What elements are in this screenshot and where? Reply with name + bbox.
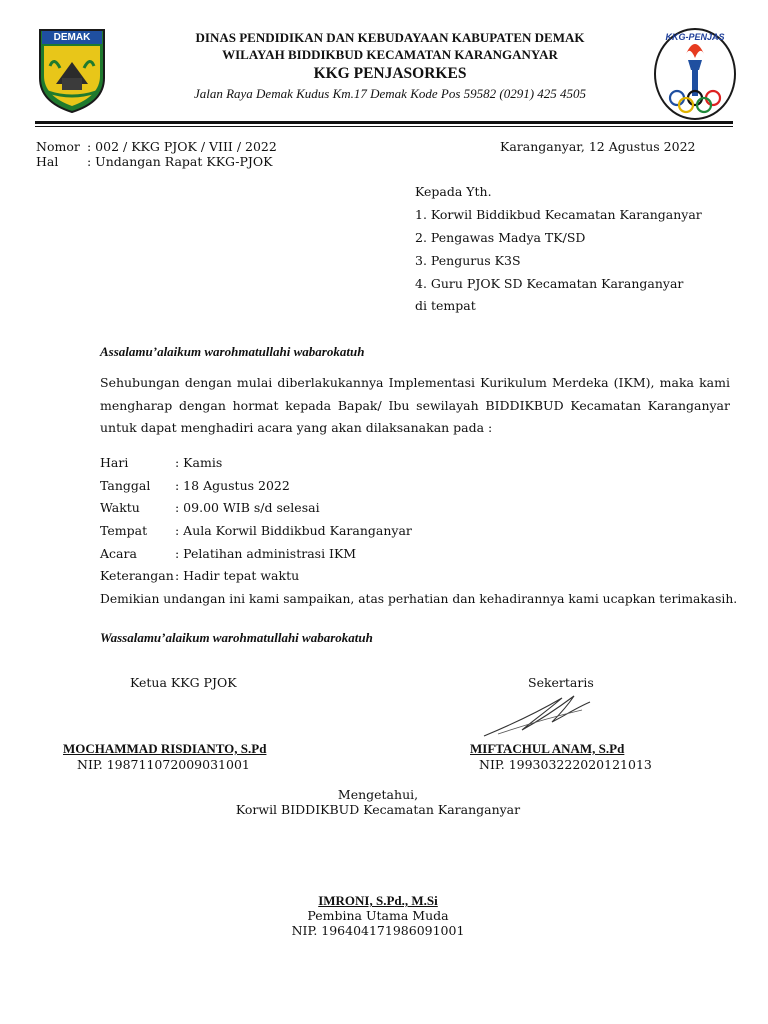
detail-value: : Hadir tepat waktu (175, 568, 300, 583)
header-line-3: KKG PENJASORKES (313, 65, 467, 82)
nomor-value: : 002 / KKG PJOK / VIII / 2022 (87, 139, 277, 154)
detail-value: : Pelatihan administrasi IKM (175, 546, 357, 561)
left-sign-role: Ketua KKG PJOK (130, 675, 237, 690)
header-rule-thick (35, 121, 733, 124)
ack-nip: NIP. 196404171986091001 (291, 923, 465, 938)
demak-crest-logo (36, 26, 108, 114)
left-sign-nip: NIP. 198711072009031001 (77, 757, 250, 772)
detail-label: Tanggal (100, 478, 151, 493)
header-rule-thin (35, 126, 733, 127)
left-sign-name: MOCHAMMAD RISDIANTO, S.Pd (63, 741, 267, 756)
detail-label: Tempat (100, 523, 148, 538)
recipient-item: 3. Pengurus K3S (415, 253, 521, 268)
recipient-item: 4. Guru PJOK SD Kecamatan Karanganyar (415, 276, 684, 291)
place-date: Karanganyar, 12 Agustus 2022 (500, 139, 696, 154)
closing-text: Demikian undangan ini kami sampaikan, atas perhatian dan kehadirannya kami ucapkan terimakasih. (100, 592, 738, 606)
detail-value: : 18 Agustus 2022 (175, 478, 290, 493)
detail-row-tempat (100, 523, 412, 538)
ack-label: Mengetahui, (337, 787, 419, 802)
header-line-2: WILAYAH BIDDIKBUD KECAMATAN KARANGANYAR (222, 47, 558, 62)
detail-label: Waktu (100, 500, 140, 515)
recipients-place: di tempat (415, 298, 476, 313)
detail-row-hari (100, 455, 222, 470)
kkg-penjas-logo (652, 24, 738, 122)
detail-label: Keterangan (100, 568, 174, 583)
detail-label: Acara (100, 546, 137, 561)
right-sign-nip: NIP. 199303222020121013 (479, 757, 652, 772)
greeting: Assalamu’alaikum warohmatullahi wabarokatuh (100, 344, 365, 359)
body-paragraph: Sehubungan dengan mulai diberlakukannya Implementasi Kurikulum Merdeka (IKM), maka kami mengharap dengan hormat kepada Bapak/ Ibu sewilayah BIDDIKBUD Kecamatan Karanganyar untuk dapat menghadiri acara yang akan dilaksanakan pada : (100, 375, 730, 435)
detail-row-waktu (100, 500, 320, 515)
hal-label: Hal (36, 154, 59, 169)
recipient-item: 2. Pengawas Madya TK/SD (415, 230, 586, 245)
recipients-intro: Kepada Yth. (415, 184, 492, 199)
hal-value: : Undangan Rapat KKG-PJOK (87, 154, 273, 169)
right-sign-role: Sekertaris (528, 675, 594, 690)
header-address: Jalan Raya Demak Kudus Km.17 Demak Kode Pos 59582 (0291) 425 4505 (193, 86, 587, 101)
detail-label: Hari (100, 455, 129, 470)
right-sign-name: MIFTACHUL ANAM, S.Pd (470, 741, 625, 756)
detail-value: : Aula Korwil Biddikbud Karanganyar (175, 523, 412, 538)
detail-row-keterangan (100, 568, 299, 583)
nomor-label: Nomor (36, 139, 80, 154)
demak-logo-text: DEMAK (53, 32, 91, 43)
ack-rank: Pembina Utama Muda (307, 908, 449, 923)
detail-row-tanggal (100, 478, 290, 493)
detail-row-acara (100, 546, 356, 561)
farewell: Wassalamu’alaikum warohmatullahi wabarokatuh (100, 630, 373, 645)
detail-value: : Kamis (175, 455, 223, 470)
signature-scribble (478, 690, 598, 740)
detail-value: : 09.00 WIB s/d selesai (175, 500, 320, 515)
kkg-logo-text: KKG-PENJAS (665, 32, 725, 42)
ack-name: IMRONI, S.Pd., M.Si (318, 893, 438, 908)
recipient-item: 1. Korwil Biddikbud Kecamatan Karanganyar (415, 207, 702, 222)
ack-role: Korwil BIDDIKBUD Kecamatan Karanganyar (235, 802, 521, 817)
header-line-1: DINAS PENDIDIKAN DAN KEBUDAYAAN KABUPATEN DEMAK (195, 30, 585, 45)
